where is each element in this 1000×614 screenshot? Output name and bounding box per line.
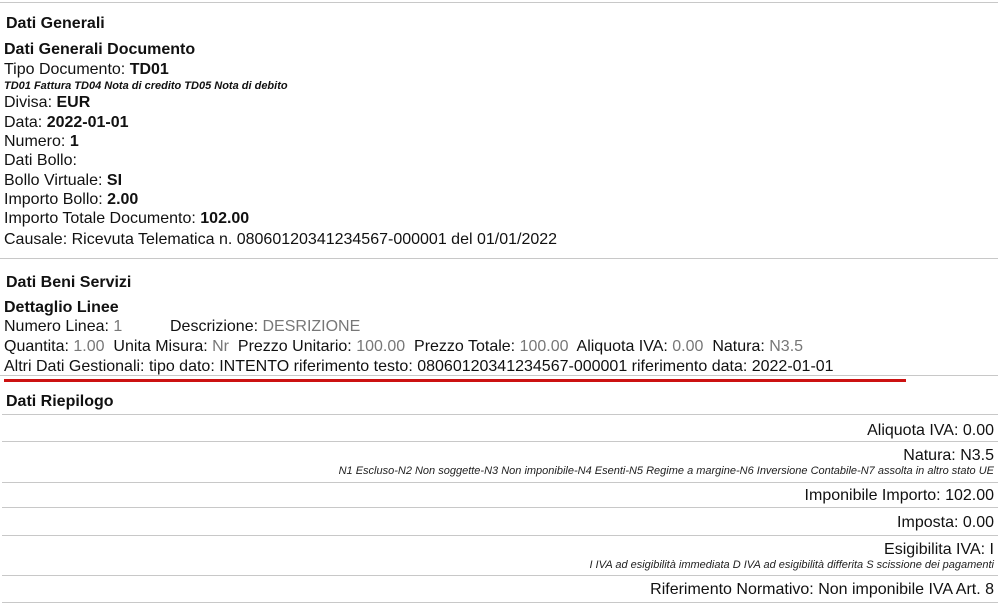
tipo-documento-note: TD01 Fattura TD04 Nota di credito TD05 Nota di debito: [4, 80, 288, 92]
altri-dati-row: [4, 357, 834, 376]
causale-label: Causale:: [4, 231, 68, 248]
riepilogo-riferimento-row: [650, 580, 994, 599]
rif-testo-label: riferimento testo:: [293, 358, 413, 375]
riepilogo-divider-6: [2, 602, 998, 603]
rif-data-label: riferimento data:: [631, 358, 748, 375]
riepilogo-riferimento-value: Non imponibile IVA Art. 8: [818, 581, 994, 598]
tipo-documento-row: [4, 60, 169, 79]
data-row: [4, 113, 129, 132]
bollo-virtuale-row: [4, 171, 122, 190]
riepilogo-divider-0: [2, 414, 998, 415]
divisa-value: EUR: [56, 94, 91, 111]
riepilogo-esigibilita-note: I IVA ad esigibilità immediata D IVA ad esigibilità differita S scissione dei pagamenti: [589, 559, 994, 571]
divisa-label: Divisa:: [4, 94, 53, 111]
quantita-label: Quantita:: [4, 338, 69, 355]
rif-data-value: 2022-01-01: [751, 358, 834, 375]
dati-bollo-label: Dati Bollo:: [4, 152, 77, 169]
subsection-title-documento: Dati Generali Documento: [4, 41, 196, 58]
altri-dati-label: Altri Dati Gestionali: tipo dato:: [4, 358, 215, 375]
bollo-virtuale-label: Bollo Virtuale:: [4, 172, 103, 189]
riepilogo-esigibilita-label: Esigibilita IVA:: [884, 541, 986, 558]
tipo-documento-label: Tipo Documento:: [4, 61, 126, 78]
importo-totale-row: [4, 209, 249, 228]
riepilogo-esigibilita-value: I: [989, 541, 994, 558]
data-value: 2022-01-01: [46, 114, 129, 131]
natura-linea-value: N3.5: [769, 338, 804, 355]
bollo-virtuale-value: SI: [106, 172, 123, 189]
divider-beni: [0, 375, 998, 376]
riepilogo-divider-1: [2, 441, 998, 442]
altri-dati-tipo-value: INTENTO: [219, 358, 290, 375]
riepilogo-imponibile-row: [805, 486, 994, 505]
aliquota-linea-label: Aliquota IVA:: [576, 338, 668, 355]
divider-generali: [0, 258, 998, 259]
data-label: Data:: [4, 114, 43, 131]
importo-bollo-label: Importo Bollo:: [4, 191, 103, 208]
riepilogo-aliquota-value: 0.00: [962, 422, 994, 439]
numero-value: 1: [69, 133, 79, 150]
section-title-riepilogo: Dati Riepilogo: [6, 393, 114, 410]
descrizione-label: Descrizione:: [170, 318, 259, 335]
prezzo-unitario-label: Prezzo Unitario:: [237, 338, 352, 355]
aliquota-linea-value: 0.00: [672, 338, 704, 355]
divisa-row: [4, 93, 90, 112]
linea-row-1: [4, 317, 122, 336]
riepilogo-natura-note: N1 Escluso-N2 Non soggette-N3 Non imponibile-N4 Esenti-N5 Regime a margine-N6 Inversione Contabile-N7 assolta in altro stato UE: [338, 465, 994, 477]
riepilogo-imposta-label: Imposta:: [897, 514, 959, 531]
riepilogo-natura-value: N3.5: [960, 447, 994, 464]
top-divider: [0, 2, 998, 3]
descrizione-value: DESRIZIONE: [262, 318, 361, 335]
descrizione-row: [170, 317, 360, 336]
riepilogo-divider-3: [2, 507, 998, 508]
riepilogo-imposta-value: 0.00: [962, 514, 994, 531]
subsection-title-dettaglio: Dettaglio Linee: [4, 299, 119, 316]
quantita-value: 1.00: [73, 338, 105, 355]
importo-totale-label: Importo Totale Documento:: [4, 210, 196, 227]
highlight-underline: [4, 379, 906, 382]
riepilogo-divider-5: [2, 575, 998, 576]
riepilogo-riferimento-label: Riferimento Normativo:: [650, 581, 814, 598]
riepilogo-esigibilita-row: [884, 540, 994, 559]
causale-value: Ricevuta Telematica n. 08060120341234567-000001 del 01/01/2022: [71, 231, 558, 248]
section-title-generali: Dati Generali: [6, 15, 105, 32]
prezzo-totale-value: 100.00: [519, 338, 569, 355]
importo-bollo-value: 2.00: [107, 191, 139, 208]
riepilogo-imponibile-label: Imponibile Importo:: [804, 487, 941, 504]
riepilogo-natura-label: Natura:: [903, 447, 956, 464]
riepilogo-imponibile-value: 102.00: [945, 487, 994, 504]
unita-value: Nr: [212, 338, 230, 355]
rif-testo-value: 08060120341234567-000001: [417, 358, 628, 375]
numero-linea-label: Numero Linea:: [4, 318, 109, 335]
prezzo-totale-label: Prezzo Totale:: [414, 338, 516, 355]
tipo-documento-value: TD01: [129, 61, 169, 78]
prezzo-unitario-value: 100.00: [356, 338, 406, 355]
numero-label: Numero:: [4, 133, 66, 150]
riepilogo-aliquota-row: [867, 421, 994, 440]
riepilogo-divider-2: [2, 482, 998, 483]
riepilogo-imposta-row: [897, 513, 994, 532]
natura-linea-label: Natura:: [712, 338, 765, 355]
section-title-beni: Dati Beni Servizi: [6, 274, 132, 291]
riepilogo-natura-row: [903, 446, 994, 465]
numero-row: [4, 132, 79, 151]
unita-label: Unita Misura:: [113, 338, 208, 355]
importo-bollo-row: [4, 190, 138, 209]
importo-totale-value: 102.00: [200, 210, 250, 227]
numero-linea-value: 1: [113, 318, 123, 335]
riepilogo-aliquota-label: Aliquota IVA:: [867, 422, 959, 439]
linea-row-2: [4, 337, 803, 356]
causale-row: [4, 230, 557, 249]
riepilogo-divider-4: [2, 535, 998, 536]
